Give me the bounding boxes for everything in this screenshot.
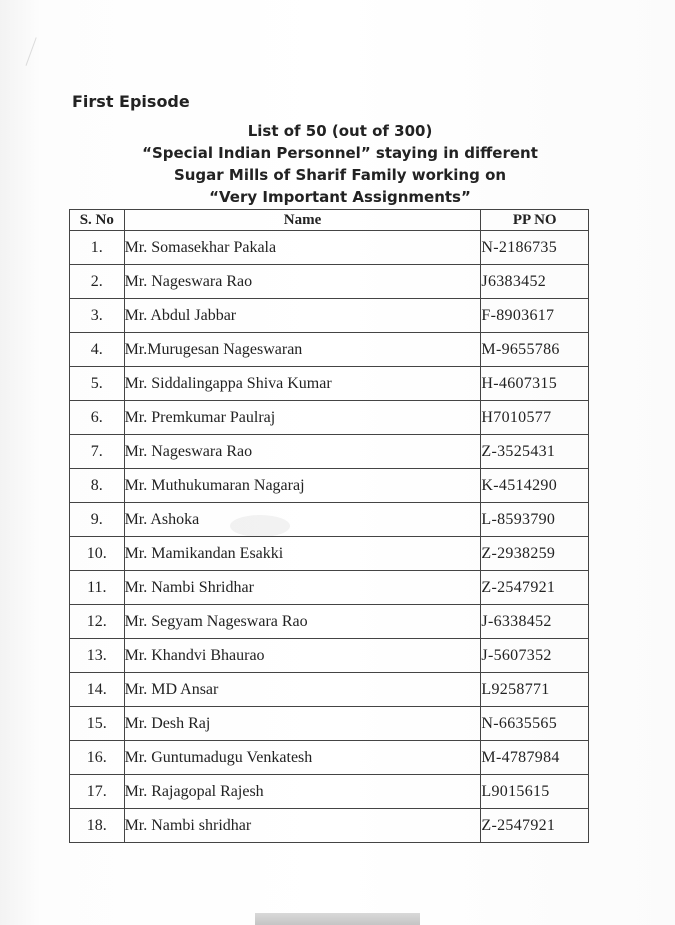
- row-sno: 1.: [70, 231, 125, 265]
- episode-label: First Episode: [72, 92, 190, 111]
- row-sno: 7.: [70, 435, 125, 469]
- heading-line-4: “Very Important Assignments”: [209, 188, 471, 206]
- heading-line-1: List of 50 (out of 300): [247, 122, 433, 140]
- row-name: Mr. Nambi Shridhar: [124, 571, 481, 605]
- table-row: [70, 333, 589, 367]
- table-row: [70, 809, 589, 843]
- scan-edge-mark: [26, 37, 56, 72]
- row-name: Mr. Nageswara Rao: [124, 435, 481, 469]
- row-pp-no: H7010577: [481, 401, 589, 435]
- row-name: Mr. Khandvi Bhaurao: [124, 639, 481, 673]
- heading-line-3: Sugar Mills of Sharif Family working on: [173, 166, 507, 184]
- row-pp-no: M-4787984: [481, 741, 589, 775]
- table-row: [70, 299, 589, 333]
- table-row: [70, 707, 589, 741]
- header-name: Name: [124, 210, 481, 231]
- row-pp-no: Z-2938259: [481, 537, 589, 571]
- row-name: Mr. Ashoka: [124, 503, 481, 537]
- row-pp-no: L9015615: [481, 775, 589, 809]
- row-pp-no: J-6338452: [481, 605, 589, 639]
- table-body: [70, 231, 589, 843]
- table-row: [70, 503, 589, 537]
- table-row: [70, 367, 589, 401]
- heading-line-2: “Special Indian Personnel” staying in different: [142, 144, 538, 162]
- document-heading: [90, 120, 590, 208]
- row-sno: 9.: [70, 503, 125, 537]
- row-pp-no: K-4514290: [481, 469, 589, 503]
- table-row: [70, 571, 589, 605]
- row-pp-no: J-5607352: [481, 639, 589, 673]
- table-row: [70, 537, 589, 571]
- table-row: [70, 605, 589, 639]
- row-sno: 8.: [70, 469, 125, 503]
- row-sno: 11.: [70, 571, 125, 605]
- row-name: Mr. Segyam Nageswara Rao: [124, 605, 481, 639]
- table-header-row: [70, 210, 589, 231]
- row-name: Mr. Rajagopal Rajesh: [124, 775, 481, 809]
- row-name: Mr. Abdul Jabbar: [124, 299, 481, 333]
- row-pp-no: J6383452: [481, 265, 589, 299]
- row-sno: 12.: [70, 605, 125, 639]
- row-sno: 17.: [70, 775, 125, 809]
- row-name: Mr. Muthukumaran Nagaraj: [124, 469, 481, 503]
- row-sno: 18.: [70, 809, 125, 843]
- header-sno: S. No: [70, 210, 125, 231]
- row-name: Mr. Desh Raj: [124, 707, 481, 741]
- row-name: Mr. Nageswara Rao: [124, 265, 481, 299]
- row-pp-no: N-6635565: [481, 707, 589, 741]
- table-row: [70, 673, 589, 707]
- row-sno: 10.: [70, 537, 125, 571]
- row-sno: 5.: [70, 367, 125, 401]
- row-name: Mr. Nambi shridhar: [124, 809, 481, 843]
- table-row: [70, 231, 589, 265]
- table-row: [70, 435, 589, 469]
- row-pp-no: Z-3525431: [481, 435, 589, 469]
- row-sno: 15.: [70, 707, 125, 741]
- header-pp-no: PP NO: [481, 210, 589, 231]
- table-row: [70, 469, 589, 503]
- row-pp-no: Z-2547921: [481, 571, 589, 605]
- row-name: Mr. Premkumar Paulraj: [124, 401, 481, 435]
- row-sno: 16.: [70, 741, 125, 775]
- row-name: Mr. Guntumadugu Venkatesh: [124, 741, 481, 775]
- row-sno: 14.: [70, 673, 125, 707]
- row-name: Mr.Murugesan Nageswaran: [124, 333, 481, 367]
- scan-bottom-strip: [255, 913, 420, 925]
- row-pp-no: L-8593790: [481, 503, 589, 537]
- row-name: Mr. Somasekhar Pakala: [124, 231, 481, 265]
- row-sno: 2.: [70, 265, 125, 299]
- table-row: [70, 775, 589, 809]
- row-pp-no: L9258771: [481, 673, 589, 707]
- row-pp-no: H-4607315: [481, 367, 589, 401]
- row-pp-no: Z-2547921: [481, 809, 589, 843]
- row-pp-no: M-9655786: [481, 333, 589, 367]
- row-name: Mr. MD Ansar: [124, 673, 481, 707]
- row-pp-no: F-8903617: [481, 299, 589, 333]
- table-row: [70, 741, 589, 775]
- row-pp-no: N-2186735: [481, 231, 589, 265]
- row-sno: 3.: [70, 299, 125, 333]
- personnel-table: [69, 209, 589, 843]
- row-sno: 6.: [70, 401, 125, 435]
- row-sno: 4.: [70, 333, 125, 367]
- table-row: [70, 401, 589, 435]
- row-sno: 13.: [70, 639, 125, 673]
- row-name: Mr. Siddalingappa Shiva Kumar: [124, 367, 481, 401]
- table-row: [70, 265, 589, 299]
- table-row: [70, 639, 589, 673]
- row-name: Mr. Mamikandan Esakki: [124, 537, 481, 571]
